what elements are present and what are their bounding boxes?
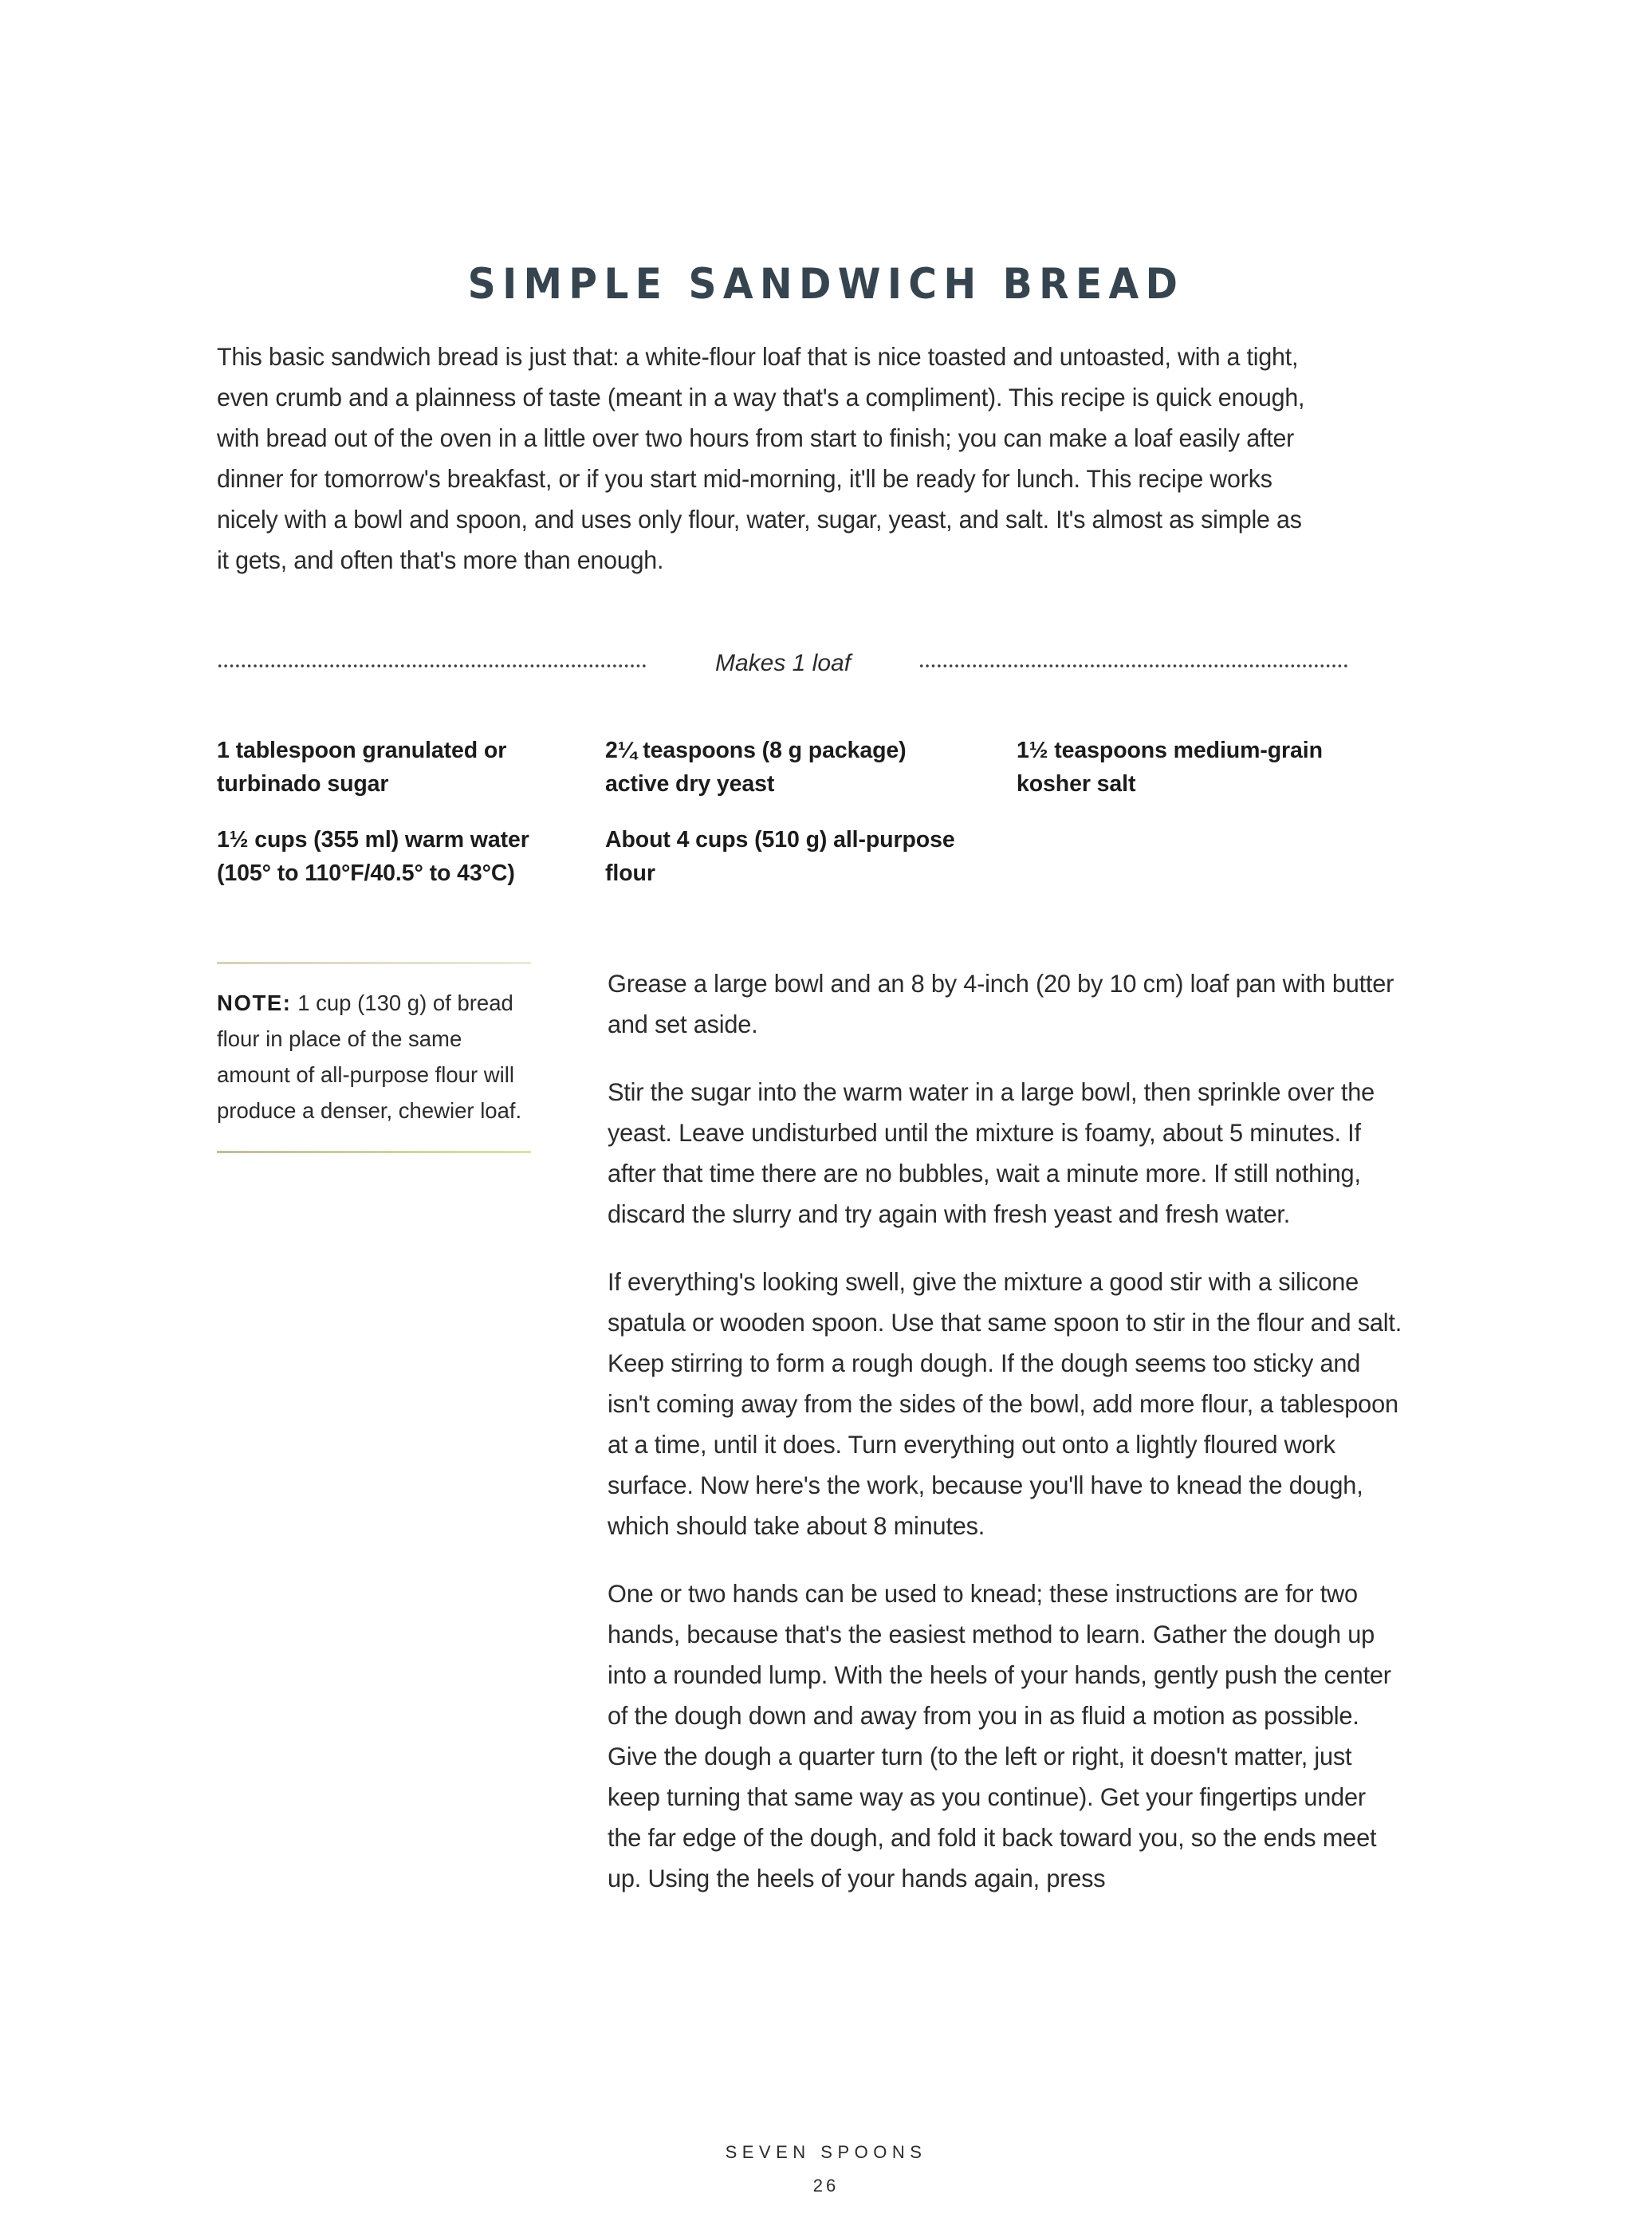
- ingredient-item: 1½ teaspoons medium-grain kosher salt: [1017, 738, 1323, 797]
- dotted-rule-left: [217, 664, 647, 668]
- ingredients-column-3: [1017, 734, 1359, 801]
- note-sidebar: [217, 962, 531, 1153]
- note-rule-top: [217, 962, 531, 964]
- ingredient-item: About 4 cups (510 g) all-purpose flour: [605, 827, 955, 886]
- instruction-paragraph: One or two hands can be used to knead; these instructions are for two hands, because that's the easiest method to learn. Gather the dough up into a rounded lump. With the heels of your hands, gently push the center of the dough down and away from you in as fluid a motion as possible. Give the dough a quarter turn (to the left or right, it doesn't matter, just keep turning that same way as you continue). Get your fingertips under the far edge of the dough, and fold it back toward you, so the ends meet up. Using the heels of your hands again, press: [608, 1579, 1391, 1892]
- instruction-paragraph: If everything's looking swell, give the mixture a good stir with a silicone spatula or wooden spoon. Use that same spoon to stir in the flour and salt. Keep stirring to form a rough dough. If the dough seems too sticky and isn't coming away from the sides of the bowl, add more flour, a tablespoon at a time, until it does. Turn everything out onto a lightly floured work surface. Now here's the work, because you'll have to knead the dough, which should take about 8 minutes.: [608, 1267, 1402, 1540]
- ingredient-item: 1 tablespoon granulated or turbinado sugar: [217, 738, 507, 797]
- recipe-intro-paragraph: This basic sandwich bread is just that: a white-flour loaf that is nice toasted and untoasted, with a tight, even crumb and a plainness of taste (meant in a way that's a compliment). This recipe is quick enough, with bread out of the oven in a little over two hours from start to finish; you can make a loaf easily after dinner for tomorrow's breakfast, or if you start mid-morning, it'll be ready for lunch. This recipe works nicely with a bowl and spoon, and uses only flour, water, sugar, yeast, and salt. It's almost as simple as it gets, and often that's more than enough.: [217, 341, 1305, 574]
- page-title: SIMPLE SANDWICH BREAD: [467, 259, 1185, 309]
- note-kicker: NOTE:: [217, 991, 292, 1015]
- note-text: [217, 985, 531, 1128]
- ingredients-column-2: [605, 734, 972, 890]
- instructions-body: [608, 963, 1402, 1899]
- ingredient-item: 1½ cups (355 ml) warm water (105° to 110°F/40.5° to 43°C): [217, 827, 529, 886]
- page-footer: [0, 2142, 1652, 2196]
- footer-book-title: SEVEN SPOONS: [725, 2142, 927, 2162]
- ingredients-column-1: [217, 734, 536, 890]
- note-rule-bottom: [217, 1151, 531, 1153]
- ingredient-item: 2¼ teaspoons (8 g package) active dry yeast: [605, 738, 907, 797]
- footer-page-number: 26: [812, 2176, 840, 2196]
- instruction-paragraph: Grease a large bowl and an 8 by 4-inch (20 by 10 cm) loaf pan with butter and set aside.: [608, 969, 1394, 1038]
- dotted-rule-right: [918, 664, 1349, 668]
- note-body-text: 1 cup (130 g) of bread flour in place of the same amount of all-purpose flour will produce a denser, chewier loaf.: [217, 991, 522, 1123]
- yield-label: Makes 1 loaf: [714, 650, 852, 676]
- yield-divider: [217, 652, 1349, 679]
- instruction-paragraph: Stir the sugar into the warm water in a large bowl, then sprinkle over the yeast. Leave undisturbed until the mixture is foamy, about 5 minutes. If after that time there are no bubbles, wait a minute more. If still nothing, discard the slurry and try again with fresh yeast and fresh water.: [608, 1077, 1375, 1228]
